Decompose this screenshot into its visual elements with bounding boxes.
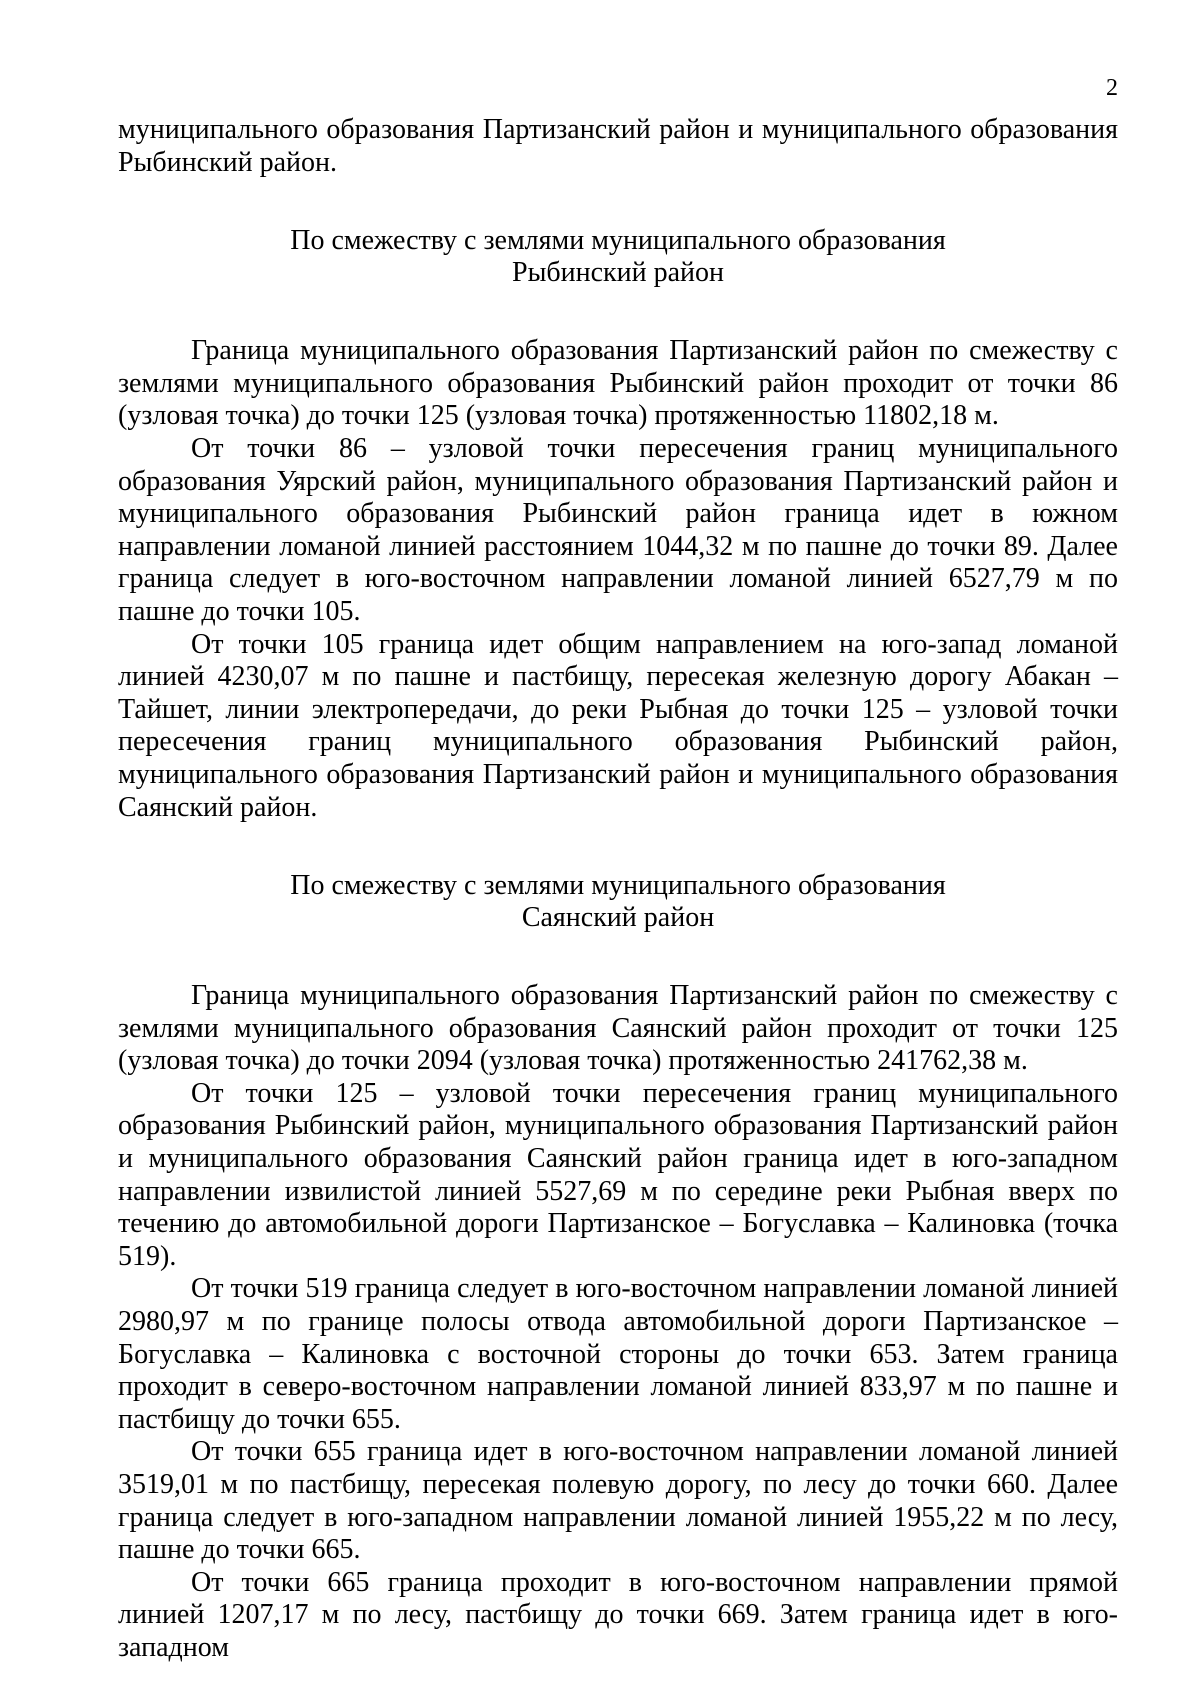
paragraph: Граница муниципального образования Партизанский район по смежеству с землями муниципального образования Саянский район проходит от точки 125 (узловая точка) до точки 2094 (узловая точка) протяженностью 241762,38 м. bbox=[118, 980, 1118, 1077]
paragraph: Граница муниципального образования Партизанский район по смежеству с землями муниципального образования Рыбинский район проходит от точки 86 (узловая точка) до точки 125 (узловая точка) протяженностью 11802,18 м. bbox=[118, 335, 1118, 432]
paragraph: От точки 519 граница следует в юго-восточном направлении ломаной линией 2980,97 м по границе полосы отвода автомобильной дороги Партизанское – Богуславка – Калиновка с восточной стороны до точки 653. Затем граница проходит в северо-восточном направлении ломаной линией 833,97 м по пашне и пастбищу до точки 655. bbox=[118, 1273, 1118, 1435]
section-heading-line: По смежеству с землями муниципального образования bbox=[290, 870, 946, 902]
paragraph: От точки 665 граница проходит в юго-восточном направлении прямой линией 1207,17 м по лесу, пастбищу до точки 669. Затем граница идет в юго-западном bbox=[118, 1566, 1118, 1663]
section-heading-sayansky bbox=[118, 870, 1118, 934]
paragraph: От точки 655 граница идет в юго-восточном направлении ломаной линией 3519,01 м по пастбищу, пересекая полевую дорогу, по лесу до точки 660. Далее граница следует в юго-западном направлении ломаной линией 1955,22 м по лесу, пашне до точки 665. bbox=[118, 1436, 1118, 1566]
section-heading-rybinsky bbox=[118, 225, 1118, 289]
paragraph: От точки 125 – узловой точки пересечения границ муниципального образования Рыбинский район, муниципального образования Партизанский район и муниципального образования Саянский район граница идет в юго-западном направлении извилистой линией 5527,69 м по середине реки Рыбная вверх по течению до автомобильной дороги Партизанское – Богуславка – Калиновка (точка 519). bbox=[118, 1077, 1118, 1272]
paragraph: От точки 86 – узловой точки пересечения границ муниципального образования Уярский район, муниципального образования Партизанский район и муниципального образования Рыбинский район граница идет в южном направлении ломаной линией расстоянием 1044,32 м по пашне до точки 89. Далее граница следует в юго-восточном направлении ломаной линией 6527,79 м по пашне до точки 105. bbox=[118, 432, 1118, 627]
section-heading-line: Саянский район bbox=[521, 902, 715, 934]
section-heading-line: По смежеству с землями муниципального образования bbox=[290, 225, 946, 257]
paragraph: От точки 105 граница идет общим направлением на юго-запад ломаной линией 4230,07 м по пашне и пастбищу, пересекая железную дорогу Абакан – Тайшет, линии электропередачи, до реки Рыбная до точки 125 – узловой точки пересечения границ муниципального образования Рыбинский район, муниципального образования Партизанский район и муниципального образования Саянский район. bbox=[118, 628, 1118, 823]
intro-continuation: муниципального образования Партизанский район и муниципального образования Рыбинский район. bbox=[118, 114, 1118, 178]
document-body bbox=[118, 114, 1118, 1665]
section-heading-line: Рыбинский район bbox=[512, 257, 724, 289]
page-number: 2 bbox=[1106, 75, 1118, 101]
